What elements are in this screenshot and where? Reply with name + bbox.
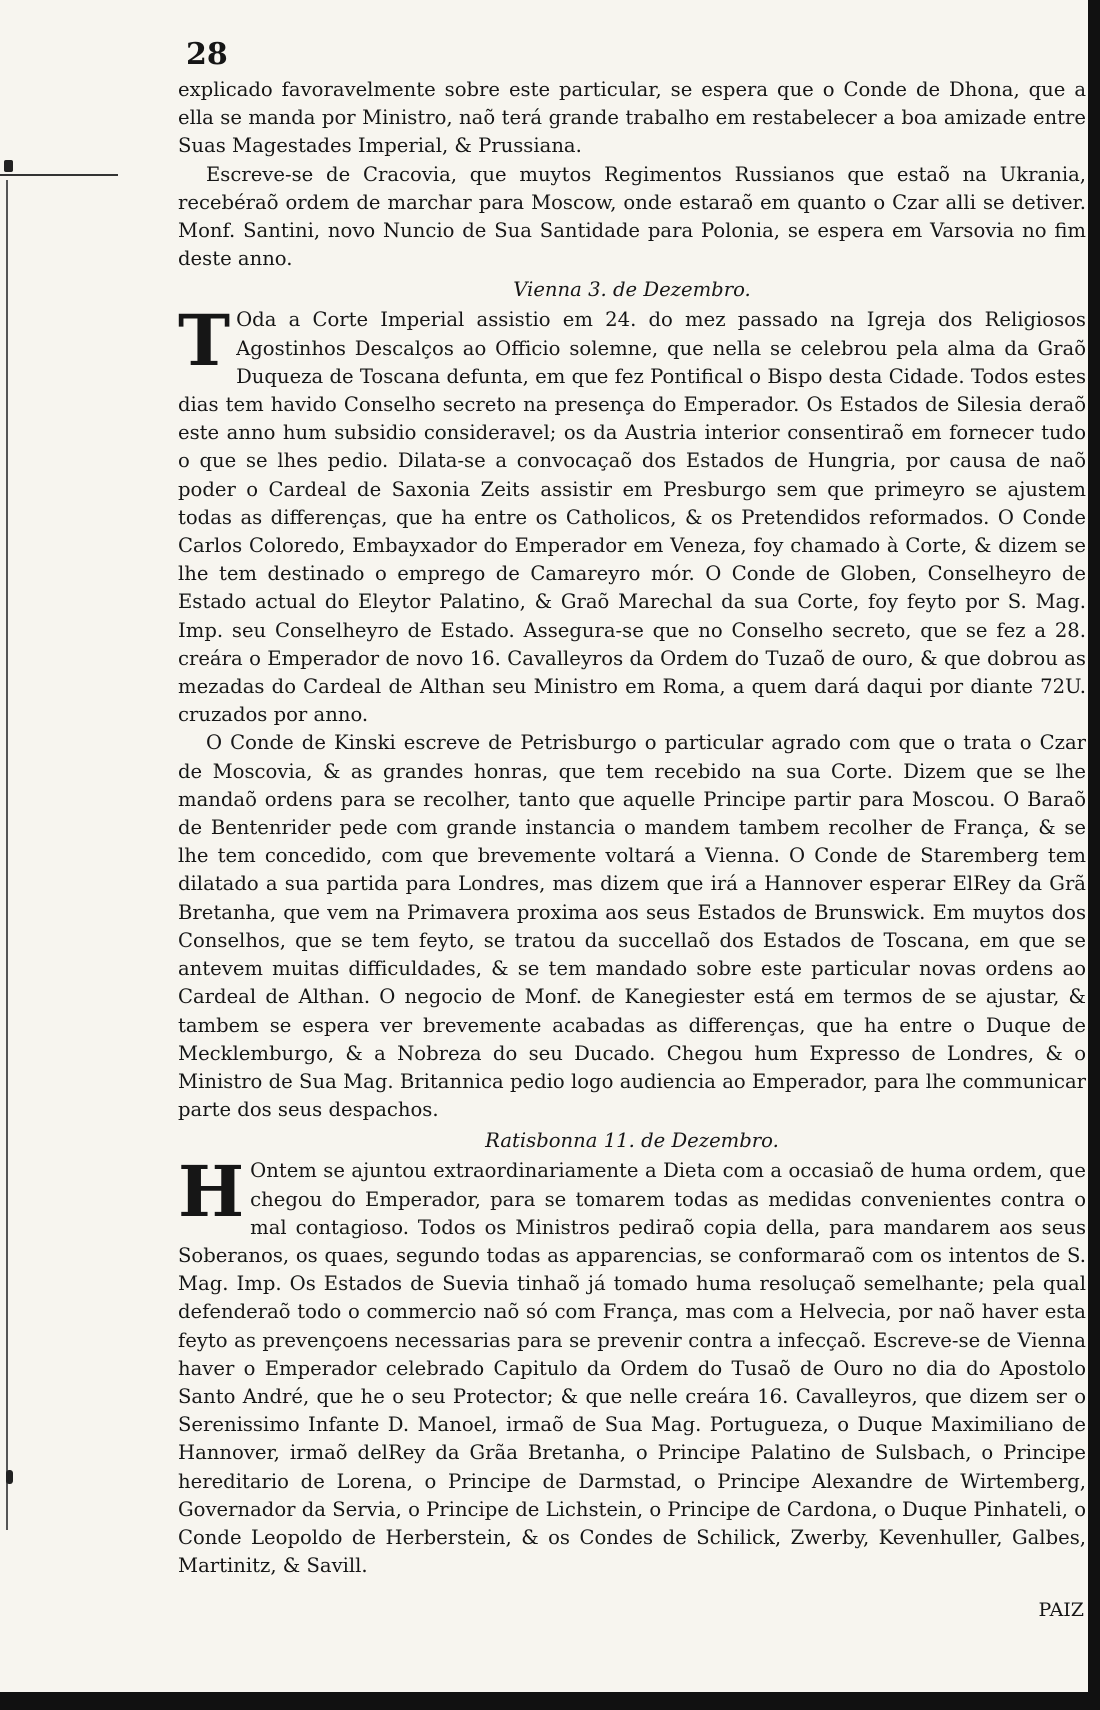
ratisbonna-paragraph-text: Ontem se ajuntou extraordinariamente a Dieta com a occasiaõ de huma ordem, que chegou do Emperador, para se tomarem todas as medidas convenientes contra o mal contagioso. Todos os Ministros pediraõ copia della, para mandarem aos seus Soberanos, os quaes, segundo todas as apparencias, se conformaraõ com os intentos de S. Mag. Imp. Os Estados de Suevia tinhaõ já tomado huma resoluçaõ semelhante; pela qual defenderaõ todo o commercio naõ só com França, mas com a Helvecia, por naõ haver esta feyto as prevençoens necessarias para se prevenir contra a infecçaõ. Escreve-se de Vienna haver o Emperador celebrado Capitulo da Ordem do Tusaõ de Ouro no dia do Apostolo Santo André, que he o seu Protector; & que nelle creára 16. Cavalleyros, que dizem ser o Serenissimo Infante D. Manoel, irmaõ de Sua Mag. Portugueza, o Duque Maximiliano de Hannover, irmaõ delRey da Grãa Bretanha, o Principe Palatino de Sulsbach, o Principe hereditario de Lorena, o Principe de Darmstad, o Principe Alexandre de Wirtemberg, Governador da Servia, o Principe de Lichstein, o Principe de Cardona, o Duque Pinhateli, o Conde Leopoldo de Herberstein, & os Condes de Schilick, Zwerby, Kevenhuller, Galbes, Martinitz, & Savill. [178, 1159, 1086, 1578]
drop-cap: H [178, 1150, 245, 1234]
ratisbonna-paragraph [178, 1150, 1086, 1580]
dateline-ratisbonna: Ratisbonna 11. de Dezembro. [485, 1129, 779, 1153]
scan-edge-right [1088, 0, 1100, 1710]
vienna-paragraph-1 [178, 299, 1086, 729]
page-text [178, 38, 1086, 1624]
drop-cap: T [178, 299, 231, 383]
vienna-paragraph-1-text: Oda a Corte Imperial assistio em 24. do mez passado na Igreja dos Religiosos Agostinhos Descalços ao Officio solemne, que nella se celebrou pela alma da Graõ Duqueza de Toscana defunta, em que fez Pontifical o Bispo desta Cidade. Todos estes dias tem havido Conselho secreto na presença do Emperador. Os Estados de Silesia deraõ este anno hum subsidio consideravel; os da Austria interior consentiraõ em fornecer tudo o que se lhes pedio. Dilata-se a convocaçaõ dos Estados de Hungria, por causa de naõ poder o Cardeal de Saxonia Zeits assistir em Presburgo sem que primeyro se ajustem todas as differenças, que ha entre os Catholicos, & os Pretendidos reformados. O Conde Carlos Coloredo, Embayxador do Emperador em Veneza, foy chamado à Corte, & dizem se lhe tem destinado o emprego de Camareyro mór. O Conde de Globen, Conselheyro de Estado actual do Eleytor Palatino, & Graõ Marechal da sua Corte, foy feyto por S. Mag. Imp. seu Conselheyro de Estado. Assegura-se que no Conselho secreto, que se fez a 28. creára o Emperador de novo 16. Cavalleyros da Ordem do Tuzaõ de ouro, & que dobrou as mezadas do Cardeal de Althan seu Ministro em Roma, a quem dará daqui por diante 72U. cruzados por anno. [178, 308, 1086, 727]
binding-mark [6, 1470, 13, 1484]
sheet-edge-line [0, 174, 118, 176]
intro-paragraph-2: Escreve-se de Cracovia, que muytos Regimentos Russianos que estaõ na Ukrania, recebéraõ ordem de marchar para Moscow, onde estaraõ em quanto o Czar alli se detiver. Monf. Santini, novo Nuncio de Sua Santidade para Polonia, se espera em Varsovia no fim deste anno. [178, 162, 1086, 271]
intro-paragraph-1: explicado favoravelmente sobre este particular, se espera que o Conde de Dhona, que a ella se manda por Ministro, naõ terá grande trabalho em restabelecer a boa amizade entre Suas Magestades Imperial, & Prussiana. [178, 78, 1086, 158]
scan-edge-bottom [0, 1692, 1100, 1710]
vienna-paragraph-2: O Conde de Kinski escreve de Petrisburgo o particular agrado com que o trata o Czar de Moscovia, & as grandes honras, que tem recebido na sua Corte. Dizem que se lhe mandaõ ordens para se recolher, tanto que aquelle Principe partir para Moscou. O Baraõ de Bentenrider pede com grande instancia o mandem tambem recolher de França, & se lhe tem concedido, com que brevemente voltará a Vienna. O Conde de Staremberg tem dilatado a sua partida para Londres, mas dizem que irá a Hannover esperar ElRey da Grã Bretanha, que vem na Primavera proxima aos seus Estados de Brunswick. Em muytos dos Conselhos, que se tem feyto, se tratou da succellaõ dos Estados de Toscana, em que se antevem muitas difficuldades, & se tem mandado sobre este particular novas ordens ao Cardeal de Althan. O negocio de Monf. de Kanegiester está em termos de se ajustar, & tambem se espera ver brevemente acabadas as differenças, que ha entre o Duque de Mecklemburgo, & a Nobreza do seu Ducado. Chegou hum Expresso de Londres, & o Ministro de Sua Mag. Britannica pedio logo audiencia ao Emperador, para lhe communicar parte dos seus despachos. [178, 731, 1086, 1122]
page-number: 28 [186, 37, 228, 72]
dateline-vienna: Vienna 3. de Dezembro. [513, 278, 751, 302]
binding-mark [4, 160, 13, 172]
catchword: PAIZ [1038, 1599, 1084, 1622]
binding-edge [0, 180, 8, 1530]
